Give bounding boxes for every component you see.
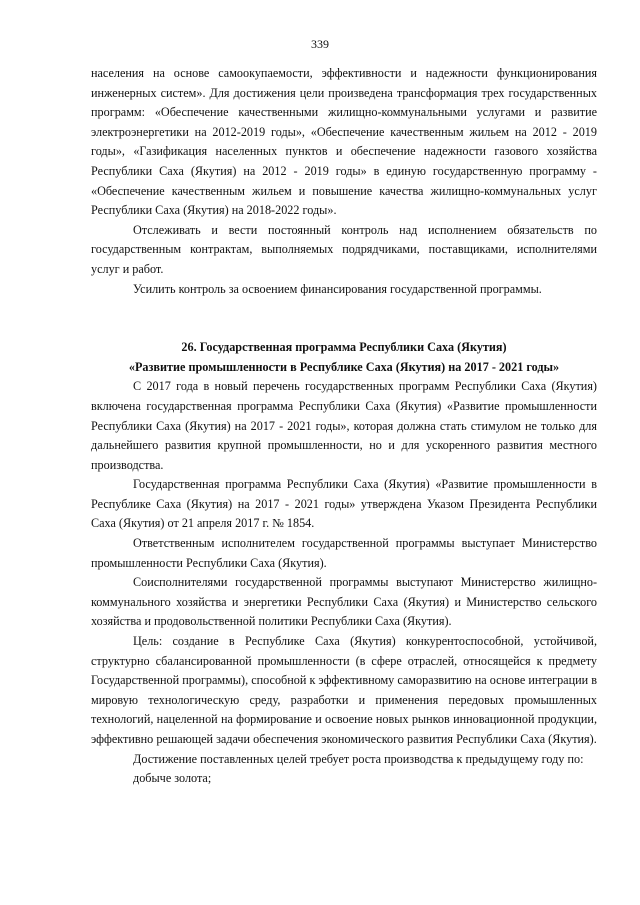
list-item-gold-mining: добыче золота;	[133, 771, 212, 786]
paragraph-financing-control: Усилить контроль за освоением финансирования государственной программы.	[133, 281, 542, 296]
page-number: 339	[311, 37, 329, 51]
section-heading	[91, 338, 597, 377]
paragraph-program-inclusion: С 2017 года в новый перечень государственных программ Республики Саха (Якутия) включена государственная программа Республики Саха (Якутия) «Развитие промышленности Республики Саха (Якутия) на 2017 - 2021 годы», которая должна стать стимулом не только для дальнейшего развития крупной промышленности, но и для ускоренного развития местного производства.	[91, 379, 597, 472]
section-heading-line1: 26. Государственная программа Республики Саха (Якутия)	[181, 340, 507, 355]
paragraph-growth-requirement: Достижение поставленных целей требует роста производства к предыдущему году по:	[133, 751, 584, 766]
document-body	[91, 64, 597, 789]
paragraph-continuation: населения на основе самоокупаемости, эффективности и надежности функционирования инженерных систем». Для достижения цели произведена трансформация трех государственных программ: «Обеспечение качественными жилищно-коммунальными услугами и развитие электроэнергетики на 2012-2019 годы», «Обеспечение качественным жильем на 2012 - 2019 годы», «Газификация населенных пунктов и обеспечение надежности газового хозяйства Республики Саха (Якутия) на 2012 - 2019 годы» в единую государственную программу - «Обеспечение качественным жильем и повышение качества жилищно-коммунальных услуг Республики Саха (Якутия) на 2018-2022 годы».	[91, 66, 597, 218]
paragraph-co-executors: Соисполнителями государственной программы выступают Министерство жилищно-коммунального хозяйства и энергетики Республики Саха (Якутия) и Министерство сельского хозяйства и продовольственной политики Республики Саха (Якутия).	[91, 575, 597, 629]
paragraph-goal: Цель: создание в Республике Саха (Якутия) конкурентоспособной, устойчивой, структурно сбалансированной промышленности (в сфере отраслей, относящейся к предмету Государственной программы), способной к эффективному саморазвитию на основе интеграции в мировую технологическую среду, разработки и применения передовых промышленных технологий, нацеленной на формирование и освоение новых рынков инновационной продукции, эффективно решающей задачи обеспечения экономического развития Республики Саха (Якутия).	[91, 634, 597, 746]
paragraph-control-obligations: Отслеживать и вести постоянный контроль над исполнением обязательств по государственным контрактам, выполняемых подрядчиками, поставщиками, исполнителями услуг и работ.	[91, 222, 597, 276]
paragraph-program-approval: Государственная программа Республики Саха (Якутия) «Развитие промышленности в Республике Саха (Якутия) на 2017 - 2021 годы» утверждена Указом Президента Республики Саха (Якутия) от 21 апреля 2017 г. № 1854.	[91, 477, 597, 531]
section-heading-line2: «Развитие промышленности в Республике Саха (Якутия) на 2017 - 2021 годы»	[128, 359, 560, 374]
paragraph-responsible-executor: Ответственным исполнителем государственной программы выступает Министерство промышленности Республики Саха (Якутия).	[91, 536, 597, 570]
